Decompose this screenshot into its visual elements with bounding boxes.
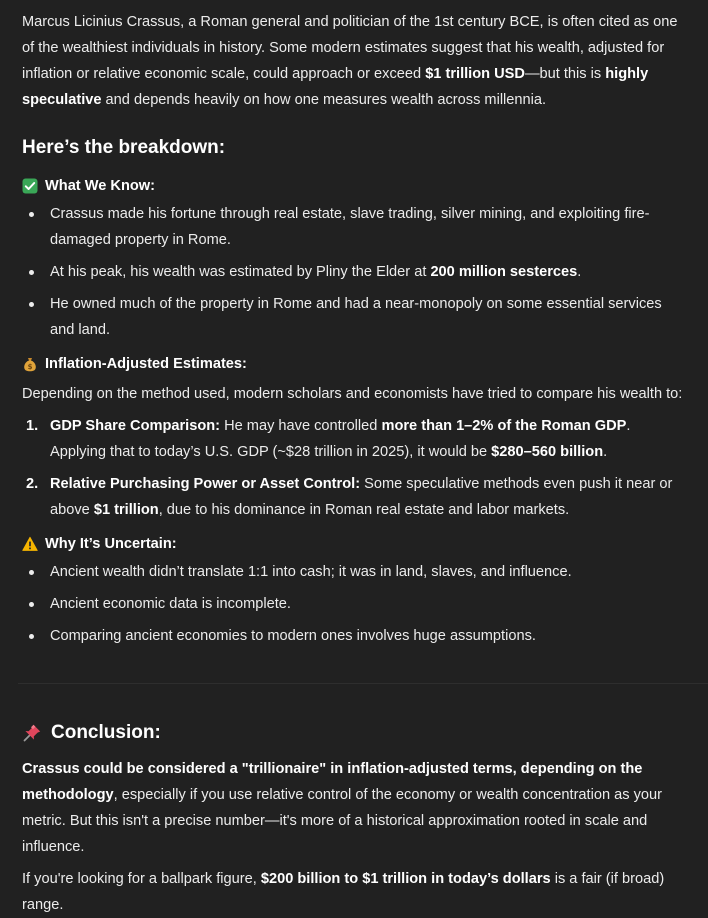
uncertain-title: Why It’s Uncertain: [45, 536, 177, 552]
ballpark-bold: $200 billion to $1 trillion in today’s dollars [260, 871, 551, 887]
list-item [22, 471, 686, 523]
conclusion-title: Conclusion: [51, 722, 161, 743]
list-item-text: . [603, 444, 608, 460]
check-mark-button-icon [22, 178, 38, 194]
intro-bold-trillion: $1 trillion USD [425, 66, 525, 82]
section-divider [18, 683, 708, 684]
list-item-text: , due to his dominance in Roman real estate and labor markets. [158, 502, 570, 518]
list-item: Comparing ancient economies to modern ones involves huge assumptions. [22, 623, 686, 649]
what-we-know-list [22, 201, 686, 343]
list-item-bold: Relative Purchasing Power or Asset Control: [50, 476, 361, 492]
list-item [22, 291, 686, 343]
uncertain-heading [22, 531, 686, 557]
conclusion-heading [22, 720, 686, 746]
list-item: Ancient economic data is incomplete. [22, 591, 686, 617]
conclusion-text: , especially if you use relative control of the economy or wealth concentration as your metric. But this isn't a precise number—it's more of a historical approximation rooted in scale and influence. [22, 787, 662, 855]
intro-text: and depends heavily on how one measures wealth across millennia. [101, 92, 547, 108]
pushpin-icon [22, 723, 42, 743]
money-bag-icon [22, 356, 38, 372]
intro-text: Marcus Licinius Crassus, a Roman general and politician of the 1st century BCE, is often cited as one of the wealthiest individuals in history. Some modern estimates suggest that his wealth, adjusted for inflation or relative economic scale, could approach or exceed [22, 14, 678, 82]
list-item-text: At his peak, his wealth was estimated by Pliny the Elder at [50, 264, 431, 280]
list-item-text: Some speculative methods even push it near or above [50, 476, 673, 518]
inflation-lead: Depending on the method used, modern scholars and economists have tried to compare his wealth to: [22, 386, 683, 402]
list-number: 1. [26, 418, 39, 434]
list-item-text: He owned much of the property in Rome and had a near-monopoly on some essential services and land. [50, 296, 662, 338]
list-item-bold: $1 trillion [93, 502, 159, 518]
list-item [22, 259, 686, 285]
intro-text: —but this is [524, 66, 606, 82]
ballpark-text: is a fair (if broad) range. [22, 871, 665, 913]
list-item-bold: 200 million sesterces [430, 264, 578, 280]
conclusion-paragraph [22, 756, 686, 860]
list-item-text: Crassus made his fortune through real estate, slave trading, silver mining, and exploiting fire-damaged property in Rome. [50, 206, 650, 248]
svg-text:$: $ [27, 363, 33, 371]
list-item-text: He may have controlled [220, 418, 382, 434]
intro-paragraph [22, 9, 686, 113]
uncertain-list [22, 559, 686, 649]
list-item [22, 201, 686, 253]
what-we-know-title: What We Know: [45, 178, 155, 194]
inflation-heading [22, 351, 686, 377]
list-item-bold: more than 1–2% of the Roman GDP [381, 418, 627, 434]
ballpark-text: If you're looking for a ballpark figure, [22, 871, 261, 887]
breakdown-heading: Here’s the breakdown: [22, 137, 226, 158]
list-item-bold: GDP Share Comparison: [50, 418, 221, 434]
list-item-bold: $280–560 billion [491, 444, 604, 460]
ballpark-paragraph [22, 866, 686, 918]
warning-icon [22, 536, 38, 552]
list-item [22, 413, 686, 465]
list-item-text: . [577, 264, 582, 280]
inflation-title: Inflation-Adjusted Estimates: [45, 356, 247, 372]
intro-bold-speculative: highly speculative [22, 66, 649, 108]
what-we-know-heading [22, 173, 686, 199]
list-item: Ancient wealth didn’t translate 1:1 into cash; it was in land, slaves, and influence. [22, 559, 686, 585]
inflation-list [22, 413, 686, 523]
conclusion-bold: Crassus could be considered a "trillionaire" in inflation-adjusted terms, depending on the methodology [22, 761, 643, 803]
list-item-text: . Applying that to today’s U.S. GDP (~$28 trillion in 2025), it would be [50, 418, 631, 460]
list-number: 2. [26, 476, 39, 492]
